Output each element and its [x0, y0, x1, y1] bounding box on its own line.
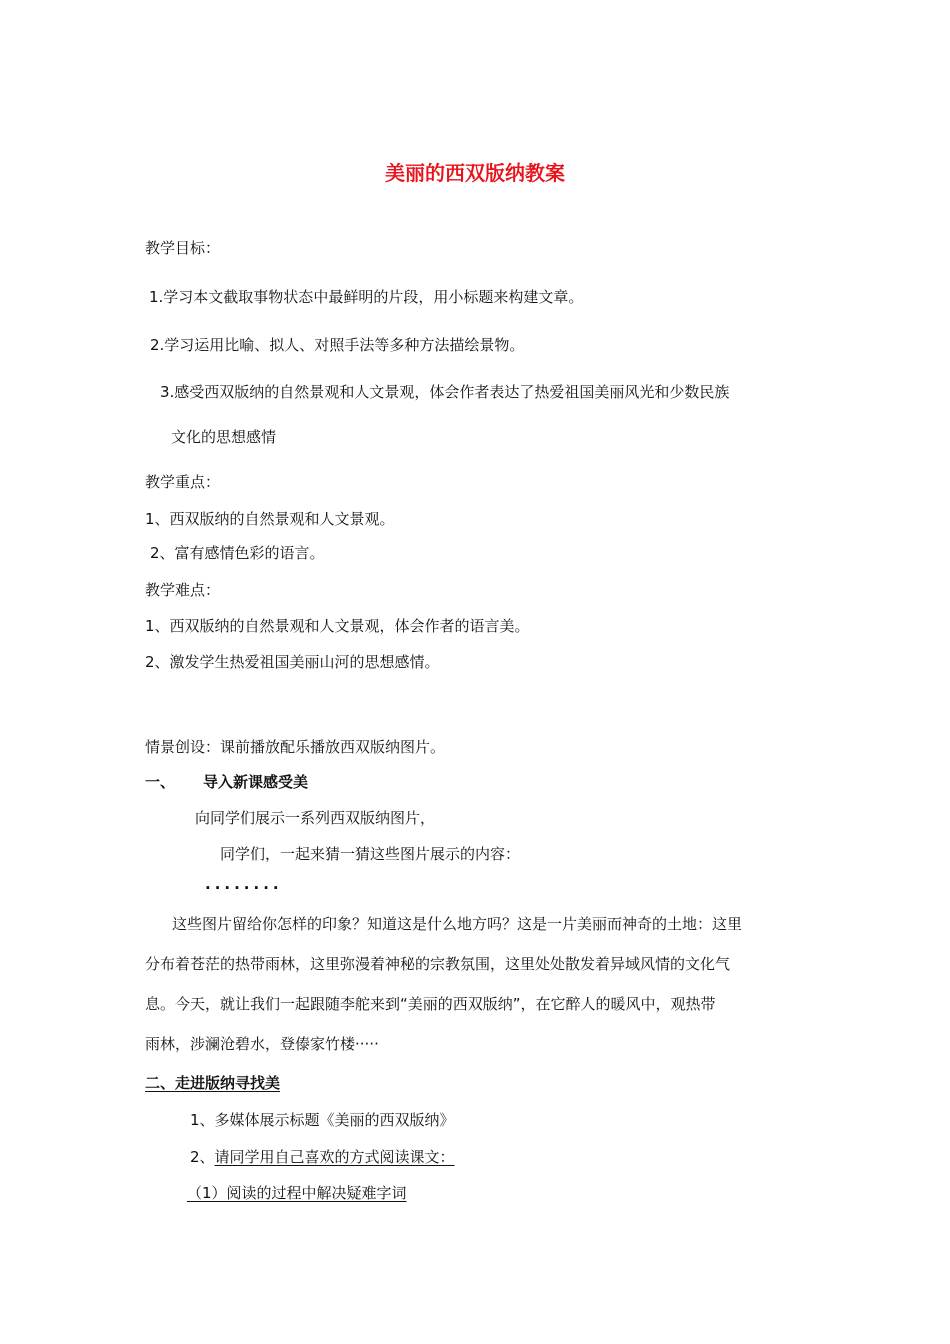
paragraph-line-4: 雨林，涉澜沧碧水，登傣家竹楼·····	[145, 1035, 379, 1053]
objective-item-3-line-2: 文化的思想感情	[171, 428, 277, 446]
section-2-item-2-text: 请同学用自己喜欢的方式阅读课文：	[214, 1148, 455, 1166]
section-2-sub-item-1: （1）阅读的过程中解决疑难字词	[187, 1184, 407, 1202]
paragraph-line-2: 分布着苍茫的热带雨林，这里弥漫着神秘的宗教氛围，这里处处散发着异域风情的文化气	[145, 955, 731, 973]
key-point-item-1: 1、西双版纳的自然景观和人文景观。	[145, 510, 395, 528]
paragraph-line-1: 这些图片留给你怎样的印象？知道这是什么地方吗？这是一片美丽而神奇的土地：这里	[172, 915, 743, 933]
section-2-heading: 二、走进版纳寻找美	[145, 1074, 281, 1092]
objective-item-2: 2.学习运用比喻、拟人、对照手法等多种方法描绘景物。	[150, 336, 525, 354]
key-points-heading: 教学重点：	[145, 473, 221, 491]
section-1-line-1: 向同学们展示一系列西双版纳图片，	[195, 809, 436, 827]
section-1-heading: 导入新课感受美	[203, 773, 309, 791]
section-2-item-2	[190, 1147, 455, 1167]
objective-item-1: 1.学习本文截取事物状态中最鲜明的片段，用小标题来构建文章。	[149, 288, 584, 306]
document-title: 美丽的西双版纳教案	[385, 161, 565, 185]
difficulties-heading: 教学难点：	[145, 581, 221, 599]
objective-item-3-line-1: 3.感受西双版纳的自然景观和人文景观，体会作者表达了热爱祖国美丽风光和少数民族	[160, 383, 730, 401]
section-2-item-2-number: 2、	[190, 1148, 215, 1166]
paragraph-line-3: 息。今天，就让我们一起跟随李舵来到“美丽的西双版纳”，在它醉人的暖风中，观热带	[145, 995, 716, 1013]
section-1-number: 一、	[145, 773, 176, 791]
section-2-item-1: 1、多媒体展示标题《美丽的西双版纳》	[190, 1111, 455, 1129]
difficulty-item-2: 2、激发学生热爱祖国美丽山河的思想感情。	[145, 653, 440, 671]
key-point-item-2: 2、富有感情色彩的语言。	[150, 544, 325, 562]
objectives-heading: 教学目标：	[145, 239, 221, 257]
section-1-line-2: 同学们，一起来猜一猜这些图片展示的内容：	[220, 845, 521, 863]
scenario-text: 情景创设：课前播放配乐播放西双版纳图片。	[145, 738, 446, 756]
ellipsis-dots: ········	[205, 879, 283, 897]
difficulty-item-1: 1、西双版纳的自然景观和人文景观，体会作者的语言美。	[145, 617, 530, 635]
